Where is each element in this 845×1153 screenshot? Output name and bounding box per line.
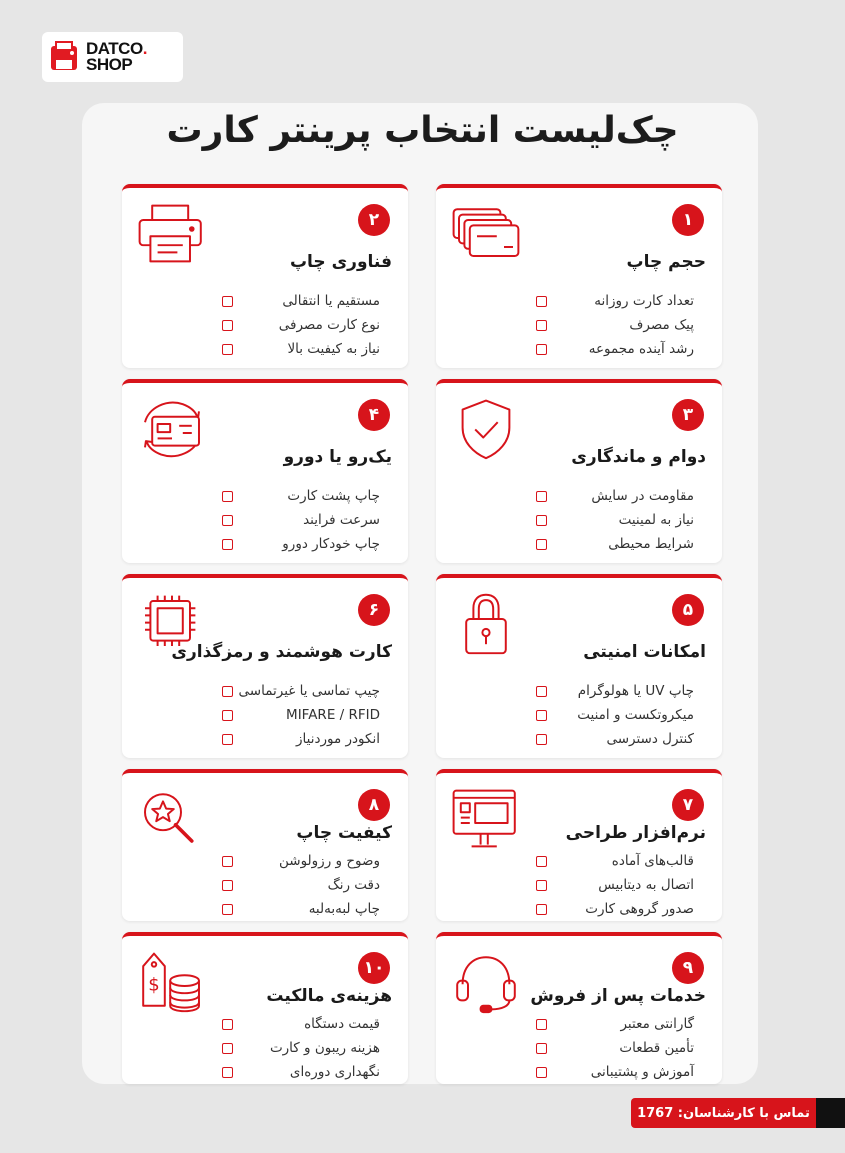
- checklist-item-label: چاپ خودکار دورو: [282, 536, 380, 552]
- checklist-item-label: پیک مصرف: [629, 317, 694, 333]
- checkbox[interactable]: [536, 710, 547, 721]
- checkbox[interactable]: [222, 320, 233, 331]
- checklist-item[interactable]: [122, 873, 408, 897]
- card-number-badge: ۱: [672, 204, 704, 236]
- checklist-item-label: وضوح و رزولوشن: [278, 853, 380, 869]
- checklist-item[interactable]: [436, 337, 722, 361]
- checklist-item-label: نوع کارت مصرفی: [278, 317, 380, 333]
- checkbox[interactable]: [222, 710, 233, 721]
- checkbox[interactable]: [536, 320, 547, 331]
- checklist-item-label: چیپ تماسی یا غیرتماسی: [238, 683, 380, 699]
- checklist-item[interactable]: [436, 508, 722, 532]
- checklist-items: [436, 1012, 722, 1084]
- checklist-items: [436, 289, 722, 361]
- checklist-item[interactable]: [122, 849, 408, 873]
- checklist-card-5: [436, 574, 722, 758]
- checklist-item-label: هزینه ریبون و کارت: [269, 1040, 380, 1056]
- shield-check-icon: [450, 397, 522, 469]
- checkbox[interactable]: [536, 904, 547, 915]
- checklist-item-label: قیمت دستگاه: [304, 1016, 380, 1032]
- checklist-card-2: [122, 184, 408, 368]
- checklist-item-label: اتصال به دیتابیس: [598, 877, 694, 893]
- card-title: دوام و ماندگاری: [571, 447, 706, 467]
- checklist-item[interactable]: [122, 897, 408, 921]
- checklist-item-label: تأمین قطعات: [619, 1040, 694, 1056]
- checklist-items: [122, 289, 408, 361]
- logo-printer-icon: [50, 40, 80, 74]
- checklist-card-9: [436, 932, 722, 1084]
- card-number-badge: ۵: [672, 594, 704, 626]
- checklist-item[interactable]: [436, 849, 722, 873]
- checkbox[interactable]: [536, 1019, 547, 1030]
- checklist-item-label: نیاز به کیفیت بالا: [287, 341, 380, 357]
- checkbox[interactable]: [536, 1067, 547, 1078]
- checkbox[interactable]: [222, 856, 233, 867]
- checkbox[interactable]: [536, 344, 547, 355]
- checklist-item[interactable]: [436, 289, 722, 313]
- page-title: چک‌لیست انتخاب پرینتر کارت: [166, 110, 679, 151]
- checkbox[interactable]: [222, 904, 233, 915]
- checkbox[interactable]: [222, 686, 233, 697]
- card-number-badge: ۳: [672, 399, 704, 431]
- checklist-item[interactable]: [122, 289, 408, 313]
- card-number-badge: ۷: [672, 789, 704, 821]
- checklist-items: [436, 679, 722, 751]
- card-title: خدمات پس از فروش: [530, 986, 706, 1006]
- checkbox[interactable]: [222, 344, 233, 355]
- card-number-badge: ۸: [358, 789, 390, 821]
- card-flip-icon: [136, 397, 208, 469]
- checklist-item-label: صدور گروهی کارت: [585, 901, 694, 917]
- checklist-item-label: چاپ پشت کارت: [287, 488, 380, 504]
- checkbox[interactable]: [222, 734, 233, 745]
- checklist-item-label: چاپ UV یا هولوگرام: [577, 683, 694, 699]
- checklist-item[interactable]: [436, 532, 722, 556]
- checkbox[interactable]: [536, 296, 547, 307]
- checklist-item[interactable]: [122, 1060, 408, 1084]
- card-title: امکانات امنیتی: [583, 642, 706, 662]
- checklist-item-label: انکودر موردنیاز: [296, 731, 380, 747]
- card-title: یک‌رو یا دورو: [283, 447, 392, 467]
- checklist-item[interactable]: [436, 1036, 722, 1060]
- checklist-item[interactable]: [436, 873, 722, 897]
- checklist-item[interactable]: [122, 337, 408, 361]
- checklist-card-6: [122, 574, 408, 758]
- svg-text:$: $: [148, 974, 160, 996]
- checklist-item-label: رشد آینده مجموعه: [588, 341, 694, 357]
- card-number-badge: ۲: [358, 204, 390, 236]
- checklist-item-label: آموزش و پشتیبانی: [590, 1064, 694, 1080]
- checklist-card-7: [436, 769, 722, 921]
- card-stack-icon: [450, 202, 522, 274]
- checklist-item[interactable]: [436, 1060, 722, 1084]
- checkbox[interactable]: [536, 856, 547, 867]
- checkbox[interactable]: [536, 491, 547, 502]
- card-number-badge: ۱۰: [358, 952, 390, 984]
- checklist-item[interactable]: [122, 1036, 408, 1060]
- checklist-item-label: سرعت فرایند: [303, 512, 380, 528]
- datco-shop-logo[interactable]: [42, 32, 183, 82]
- checklist-item[interactable]: [122, 679, 408, 703]
- checklist-item[interactable]: [436, 1012, 722, 1036]
- printer-icon: [136, 202, 208, 274]
- padlock-icon: [450, 592, 522, 664]
- checkbox[interactable]: [536, 880, 547, 891]
- checklist-item[interactable]: [122, 532, 408, 556]
- checklist-item-label: شرایط محیطی: [608, 536, 694, 552]
- checklist-card-4: [122, 379, 408, 563]
- checkbox[interactable]: [536, 515, 547, 526]
- card-title: حجم چاپ: [626, 252, 706, 272]
- checkbox[interactable]: [222, 539, 233, 550]
- checklist-item-label: MIFARE / RFID: [286, 707, 380, 723]
- card-title: کارت هوشمند و رمزگذاری: [171, 642, 392, 662]
- checklist-item-label: دقت رنگ: [327, 877, 380, 893]
- card-number-badge: ۹: [672, 952, 704, 984]
- logo-line2: SHOP: [86, 55, 133, 74]
- checkbox[interactable]: [222, 880, 233, 891]
- checklist-item[interactable]: [122, 703, 408, 727]
- checklist-item[interactable]: [436, 897, 722, 921]
- checklist-card-10: [122, 932, 408, 1084]
- checkbox[interactable]: [222, 515, 233, 526]
- logo-line1: DATCO: [86, 39, 143, 58]
- checklist-items: [436, 484, 722, 556]
- checklist-item-label: گارانتی معتبر: [620, 1016, 694, 1032]
- checkbox[interactable]: [222, 1067, 233, 1078]
- checklist-item-label: چاپ لبه‌به‌لبه: [308, 901, 380, 917]
- checklist-item-label: نگهداری دوره‌ای: [289, 1064, 380, 1080]
- checklist-item[interactable]: [436, 679, 722, 703]
- contact-label[interactable]: تماس با کارشناسان: 1767: [631, 1098, 816, 1128]
- card-number-badge: ۶: [358, 594, 390, 626]
- checklist-card-1: [436, 184, 722, 368]
- checklist-item[interactable]: [122, 727, 408, 751]
- checklist-items: [122, 849, 408, 921]
- checkbox[interactable]: [222, 296, 233, 307]
- checklist-item[interactable]: [436, 313, 722, 337]
- checklist-item-label: نیاز به لمینیت: [618, 512, 694, 528]
- card-title: کیفیت چاپ: [296, 823, 392, 843]
- checklist-item[interactable]: [436, 484, 722, 508]
- contact-bar[interactable]: [631, 1098, 845, 1128]
- checkbox[interactable]: [222, 491, 233, 502]
- card-title: فناوری چاپ: [289, 252, 392, 272]
- checklist-item[interactable]: [122, 508, 408, 532]
- contact-bar-end: [816, 1098, 845, 1128]
- checklist-item[interactable]: [122, 313, 408, 337]
- checklist-item-label: تعداد کارت روزانه: [594, 293, 694, 309]
- checklist-item[interactable]: [436, 703, 722, 727]
- checkbox[interactable]: [222, 1043, 233, 1054]
- checklist-items: [122, 679, 408, 751]
- checkbox[interactable]: [536, 539, 547, 550]
- checklist-item[interactable]: [436, 727, 722, 751]
- card-number-badge: ۴: [358, 399, 390, 431]
- checklist-item-label: قالب‌های آماده: [611, 853, 694, 869]
- checklist-card-8: [122, 769, 408, 921]
- checklist-items: [122, 1012, 408, 1084]
- checklist-items: [122, 484, 408, 556]
- checklist-item[interactable]: [122, 484, 408, 508]
- checklist-card-3: [436, 379, 722, 563]
- checkbox[interactable]: [222, 1019, 233, 1030]
- card-title: نرم‌افزار طراحی: [565, 823, 706, 843]
- checkbox[interactable]: [536, 734, 547, 745]
- checklist-item-label: مستقیم یا انتقالی: [282, 293, 380, 309]
- logo-dot: .: [142, 39, 147, 58]
- checkbox[interactable]: [536, 1043, 547, 1054]
- checkbox[interactable]: [536, 686, 547, 697]
- checklist-item-label: کنترل دسترسی: [606, 731, 694, 747]
- checklist-item-label: میکروتکست و امنیت: [577, 707, 694, 723]
- logo-wordmark: [86, 41, 147, 73]
- checklist-items: [436, 849, 722, 921]
- checklist-item[interactable]: [122, 1012, 408, 1036]
- checklist-item-label: مقاومت در سایش: [591, 488, 694, 504]
- card-title: هزینه‌ی مالکیت: [266, 986, 392, 1006]
